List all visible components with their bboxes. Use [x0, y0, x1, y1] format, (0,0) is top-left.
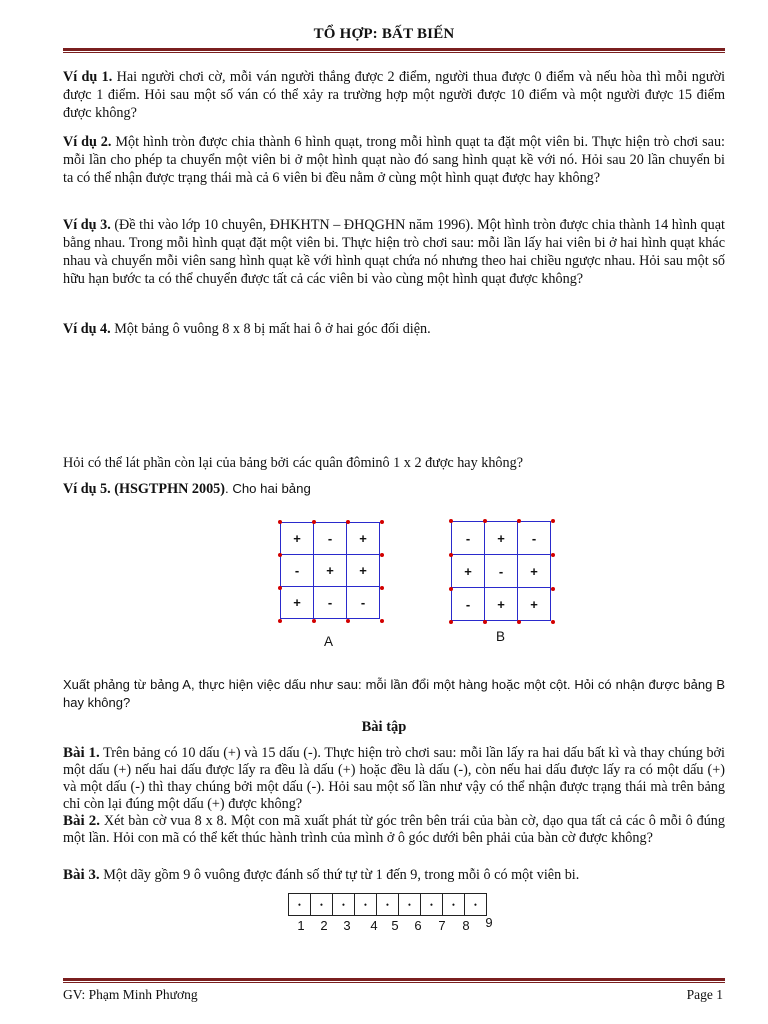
grid-b-corner-dot — [551, 620, 555, 624]
example-5-text: . Cho hai bảng — [225, 481, 311, 496]
marble-strip — [288, 893, 487, 916]
grid-a-cell: - — [314, 523, 347, 555]
grid-a-corner-dot — [380, 586, 384, 590]
grid-a-cell: + — [314, 555, 347, 587]
exercise-2-label: Bài 2. — [63, 813, 100, 829]
grid-a-corner-dot — [380, 553, 384, 557]
footer-rule-thin — [63, 982, 725, 983]
grid-b-corner-dot — [483, 519, 487, 523]
grid-a — [280, 522, 380, 619]
exercise-1-text: Trên bảng có 10 dấu (+) và 15 dấu (-). Thực hiện trò chơi sau: mỗi lần lấy ra hai dấu bất kì và thay chúng bởi một dấu (+) nếu hai dấu được lấy ra đều là dấu (+) hoặc đều là dấu (-), còn nếu hai dấu được lấy ra có một dấu (+) và một dấu (-) thì thay chúng bởi một dấu (-). Hỏi sau một số lần như vậy có thể nhận được trạng thái mà trên bảng chỉ còn lại đúng một dấu (+) được không? — [63, 745, 725, 812]
marble-cell: • — [333, 894, 355, 916]
example-4-question: Hỏi có thể lát phần còn lại của bảng bởi các quân đôminô 1 x 2 được hay không? — [63, 455, 524, 471]
example-2-text: Một hình tròn được chia thành 6 hình quạt, trong mỗi hình quạt ta đặt một viên bi. Thực hiện trò chơi sau: mỗi lần cho phép ta chuyển một viên bi ở một hình quạt nào đó sang hình quạt kề với nó. Hỏi sau 20 lần chuyển bi ta có thể nhận được trạng thái mà cả 6 viên bi đều nằm ở cùng một hình quạt được hay không? — [63, 134, 726, 186]
grid-b-cell: - — [452, 588, 485, 621]
grid-b-corner-dot — [449, 587, 453, 591]
example-3-label: Ví dụ 3. — [63, 217, 111, 233]
example-3 — [63, 216, 725, 288]
grid-b-cell: - — [452, 522, 485, 555]
grid-b-corner-dot — [517, 519, 521, 523]
grid-a-corner-dot — [278, 619, 282, 623]
grid-a-corner-dot — [346, 619, 350, 623]
grid-b — [451, 521, 551, 621]
marble-cell: • — [289, 894, 311, 916]
example-2-label: Ví dụ 2. — [63, 134, 112, 150]
grid-b-corner-dot — [483, 620, 487, 624]
grid-b-cell: - — [518, 522, 551, 555]
exercise-3 — [63, 866, 725, 884]
marble-cell: • — [421, 894, 443, 916]
grid-a-corner-dot — [278, 520, 282, 524]
grid-b-cell: - — [485, 555, 518, 588]
strip-number: 8 — [462, 918, 470, 933]
example-2 — [63, 133, 725, 187]
strip-number: 1 — [297, 918, 305, 933]
footer-author: GV: Phạm Minh Phương — [63, 987, 198, 1002]
grid-b-corner-dot — [449, 620, 453, 624]
grid-a-corner-dot — [312, 619, 316, 623]
grid-b-cell: + — [518, 555, 551, 588]
grid-b-cell: + — [518, 588, 551, 621]
grid-a-cell: + — [347, 523, 380, 555]
example-4-label: Ví dụ 4. — [63, 321, 111, 337]
grid-b-corner-dot — [449, 519, 453, 523]
grid-b-cell: + — [485, 522, 518, 555]
example-1-label: Ví dụ 1. — [63, 69, 113, 85]
example-1 — [63, 68, 725, 122]
grid-b-cell: + — [452, 555, 485, 588]
header-rule-thin — [63, 52, 725, 53]
grid-b-cell: + — [485, 588, 518, 621]
example-5 — [63, 480, 725, 498]
grid-a-cell: + — [281, 587, 314, 619]
marble-cell: • — [443, 894, 465, 916]
grid-b-corner-dot — [551, 519, 555, 523]
footer-page-number: Page 1 — [686, 987, 723, 1002]
strip-number: 9 — [485, 915, 493, 930]
strip-number: 5 — [391, 918, 399, 933]
exercise-3-label: Bài 3. — [63, 867, 100, 883]
example-5-label: Ví dụ 5. (HSGTPHN 2005) — [63, 481, 225, 497]
grid-a-corner-dot — [278, 553, 282, 557]
marble-cell: • — [399, 894, 421, 916]
marble-cell: • — [355, 894, 377, 916]
grid-a-corner-dot — [312, 520, 316, 524]
grid-a-corner-dot — [380, 520, 384, 524]
grid-b-corner-dot — [551, 587, 555, 591]
grid-b-corner-dot — [449, 553, 453, 557]
exercise-1 — [63, 745, 725, 813]
grid-a-cell: - — [281, 555, 314, 587]
grid-a-label: A — [324, 634, 334, 649]
exercise-2 — [63, 813, 725, 847]
grid-b-label: B — [496, 629, 506, 644]
strip-number: 6 — [414, 918, 422, 933]
exercise-3-text: Một dãy gồm 9 ô vuông được đánh số thứ tự từ 1 đến 9, trong mỗi ô có một viên bi. — [99, 867, 580, 883]
marble-cell: • — [465, 894, 487, 916]
example-1-text: Hai người chơi cờ, mỗi ván người thắng được 2 điểm, người thua được 0 điểm và nếu hòa thì mỗi người được 1 điểm. Hỏi sau một số ván có thể xảy ra trường hợp một người được 10 điểm và một người được 15 điểm được không? — [63, 69, 726, 121]
example-4 — [63, 320, 725, 338]
exercise-2-text: Xét bàn cờ vua 8 x 8. Một con mã xuất phát từ góc trên bên trái của bàn cờ, dạo qua tất cả các ô mỗi ô đúng một lần. Hỏi con mã có thể kết thúc hành trình của mình ở ô góc dưới bên phải của bàn cờ được không? — [63, 813, 725, 846]
exercises-heading: Bài tập — [361, 719, 407, 735]
header-rule — [63, 48, 725, 51]
grid-b-corner-dot — [517, 620, 521, 624]
exercise-1-label: Bài 1. — [63, 745, 100, 761]
grid-a-cell: - — [314, 587, 347, 619]
grid-a-corner-dot — [380, 619, 384, 623]
marble-cell: • — [311, 894, 333, 916]
example-3-text: (Đề thi vào lớp 10 chuyên, ĐHKHTN – ĐHQGHN năm 1996). Một hình tròn được chia thành 14 hình quạt bằng nhau. Trong mỗi hình quạt đặt một viên bi. Thực hiện trò chơi sau: mỗi lần lấy hai viên bi ở hai hình quạt khác nhau và chuyển mỗi viên sang hình quạt kề với hình quạt chứa nó nhưng theo hai chiều ngược nhau. Hỏi sau một số hữu hạn bước ta có thể chuyển được tất cả các viên bi vào cùng một hình quạt được không? — [63, 217, 726, 287]
footer-rule — [63, 978, 725, 981]
strip-number: 3 — [343, 918, 351, 933]
example-5-question: Xuất phảng từ bảng A, thực hiện việc dấu như sau: mỗi lần đổi một hàng hoặc một cột. Hỏi có nhận được bảng B hay không? — [63, 677, 725, 710]
example-4-text: Một bảng ô vuông 8 x 8 bị mất hai ô ở hai góc đối diện. — [110, 321, 431, 337]
strip-number: 4 — [370, 918, 378, 933]
grid-b-corner-dot — [551, 553, 555, 557]
page-title: TỔ HỢP: BẤT BIẾN — [313, 26, 455, 42]
strip-number: 2 — [320, 918, 328, 933]
grid-a-corner-dot — [278, 586, 282, 590]
grid-a-corner-dot — [346, 520, 350, 524]
grid-a-cell: - — [347, 587, 380, 619]
strip-number: 7 — [438, 918, 446, 933]
grid-a-cell: + — [281, 523, 314, 555]
grid-a-cell: + — [347, 555, 380, 587]
marble-cell: • — [377, 894, 399, 916]
